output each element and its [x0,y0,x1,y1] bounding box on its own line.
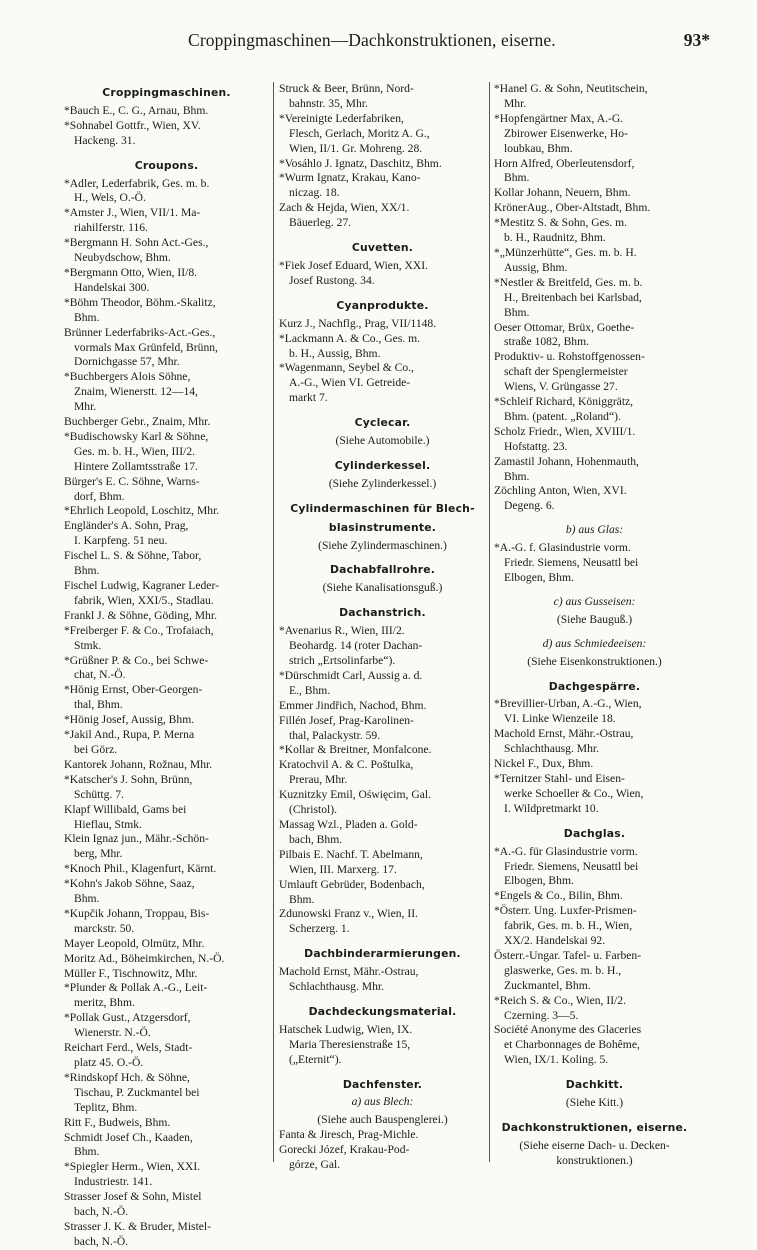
directory-entry: *Österr. Ung. Luxfer-Prismen- [494,904,637,918]
entry-continuation: strich „Ertsolinfarbe“). [289,654,396,667]
section-heading: blasinstrumente. [328,520,437,534]
entry-continuation: Bhm. [504,171,530,185]
section-heading: Dachkitt. [565,1078,624,1092]
entry-continuation: vormals Max Grünfeld, Brünn, [74,340,218,354]
directory-entry: Klapf Willibald, Gams bei [64,802,187,816]
entry-continuation: Wien, III. Marxerg. 17. [289,862,397,876]
directory-entry: *Knoch Phil., Klagenfurt, Kärnt. [64,862,217,876]
directory-entry: Nickel F., Dux, Bhm. [494,757,594,771]
cross-reference: (Siehe Kitt.) [565,1096,624,1110]
directory-entry: Zdunowski Franz v., Wien, II. [279,907,418,921]
entry-continuation: Znaim, Wienerstt. 12—14, [74,385,198,399]
entry-continuation: Bhm. [289,892,315,906]
spacer [494,628,695,634]
entry-continuation: berg, Mhr. [74,847,123,861]
entry-continuation: Maria Theresienstraße 15, [289,1037,411,1051]
spacer [494,817,695,823]
directory-entry: *Nestler & Breitfeld, Ges. m. b. [494,275,643,289]
directory-entry: Engländer's A. Sohn, Prag, [64,519,189,533]
directory-entry: *Amster J., Wien, VII/1. Ma- [64,206,201,220]
entry-continuation: bach, Bhm. [289,832,343,846]
directory-entry: *Engels & Co., Bilin, Bhm. [494,889,623,903]
section-heading: Dachbinderarmierungen. [304,947,461,961]
spacer [494,586,695,592]
directory-entry: *Bauch E., C. G., Arnau, Bhm. [64,103,209,117]
spacer [279,1068,486,1074]
page-number: 93* [683,30,710,50]
cross-reference: (Siehe Zylinderkessel.) [328,476,437,490]
directory-entry: *Wagenmann, Seybel & Co., [279,361,414,375]
entry-continuation: Elbogen, Bhm. [504,874,574,888]
directory-entry: *Böhm Theodor, Böhm.-Skalitz, [64,295,216,309]
directory-entry: Reichart Ferd., Wels, Stadt- [64,1041,193,1055]
directory-entry: Buchberger Gebr., Znaim, Mhr. [64,415,211,429]
entry-continuation: Bhm. [504,469,530,483]
directory-entry: Horn Alfred, Oberleutensdorf, [494,156,635,170]
directory-entry: Österr.-Ungar. Tafel- u. Farben- [494,948,642,962]
directory-entry: *Rindskopf Hch. & Söhne, [64,1070,190,1084]
entry-continuation: H., Wels, O.-Ö. [74,191,146,205]
directory-entry: *Kupčik Johann, Troppau, Bis- [64,906,210,920]
entry-continuation: E., Bhm. [289,683,331,697]
entry-continuation: Wiens, V. Grüngasse 27. [504,380,618,394]
entry-continuation: VI. Linke Wienzeile 18. [504,712,616,726]
entry-continuation: Hofstattg. 23. [504,439,568,453]
entry-continuation: bach, N.-Ö. [74,1205,129,1219]
spacer [279,231,486,237]
entry-continuation: bei Görz. [74,742,118,756]
entry-continuation: Industriestr. 141. [74,1175,153,1189]
column-2 [279,82,486,1173]
directory-entry: Ritt F., Budweis, Bhm. [64,1115,171,1129]
entry-continuation: Bhm. [504,305,530,319]
entry-continuation: b. H., Aussig, Bhm. [289,346,381,360]
directory-entry: Strasser Josef & Sohn, Mistel [64,1190,202,1204]
spacer [279,596,486,602]
directory-entry: Gorecki Józef, Krakau-Pod- [279,1143,410,1157]
spacer [279,449,486,455]
section-heading: Dachfenster. [342,1077,423,1091]
entry-continuation: I. Karpfeng. 51 neu. [74,534,168,548]
directory-entry: Machold Ernst, Mähr.-Ostrau, [279,965,419,979]
section-heading: Cylinderkessel. [334,458,431,472]
entry-continuation: Zbirower Eisenwerke, Ho- [504,126,628,140]
directory-entry: Umlauft Gebrüder, Bodenbach, [279,877,425,891]
section-heading: Dachkonstruktionen, eiserne. [501,1121,688,1134]
section-heading: Dachdeckungsmaterial. [308,1004,457,1018]
directory-entry: Struck & Beer, Brünn, Nord- [279,82,414,95]
entry-continuation: (Christol). [289,803,337,817]
entry-continuation: Tischau, P. Zuckmantel bei [74,1085,200,1099]
directory-entry: Fischel Ludwig, Kagraner Leder- [64,579,219,592]
entry-continuation: Bäuerleg. 27. [289,216,352,230]
column-divider-2 [489,82,490,1162]
entry-continuation: bach, N.-Ö. [74,1234,129,1248]
entry-continuation: Bhm. [74,1145,100,1159]
entry-continuation: marckstr. 50. [74,921,135,935]
cross-reference: (Siehe Zylindermaschinen.) [318,538,447,552]
entry-continuation: Elbogen, Bhm. [504,571,574,584]
directory-entry: Klein Ignaz jun., Mähr.-Schön- [64,832,209,846]
section-heading: Dachanstrich. [339,606,426,620]
entry-continuation: Schlachthausg. Mhr. [504,742,599,756]
entry-continuation: Friedr. Siemens, Neusattl bei [504,859,639,873]
directory-entry: *Ternitzer Stahl- und Eisen- [494,771,625,785]
entry-continuation: loubkau, Bhm. [504,141,573,155]
entry-continuation: thal, Bhm. [74,698,123,712]
directory-entry: *Schleif Richard, Königgrätz, [494,395,634,409]
directory-entry: *Reich S. & Co., Wien, II/2. [494,993,626,1007]
entry-continuation: niczag. 18. [289,186,340,200]
entry-continuation: fabrik, Ges. m. b. H., Wien, [504,919,633,933]
directory-entry: *Jakil And., Rupa, P. Merna [64,728,195,742]
directory-entry: Frankl J. & Söhne, Göding, Mhr. [64,608,217,622]
directory-entry: Strasser J. K. & Bruder, Mistel- [64,1219,212,1233]
directory-entry: *Kohn's Jakob Söhne, Saaz, [64,877,195,891]
entry-continuation: Prerau, Mhr. [289,773,348,787]
entry-continuation: Flesch, Gerlach, Moritz A. G., [289,126,430,140]
directory-entry: *Wurm Ignatz, Krakau, Kano- [279,171,421,185]
section-heading: Cyanprodukte. [336,298,429,312]
directory-entry: *Freiberger F. & Co., Trofaiach, [64,623,214,637]
entry-continuation: bahnstr. 35, Mhr. [289,96,368,110]
spacer [64,149,269,155]
directory-entry: Bürger's E. C. Söhne, Warns- [64,474,200,488]
directory-entry: Fillén Josef, Prag-Karolinen- [279,713,414,727]
directory-entry: Emmer Jindřich, Nachod, Bhm. [279,698,427,712]
entry-continuation: werke Schoeller & Co., Wien, [504,786,644,800]
column-3 [494,82,695,1169]
section-heading: Cyclecar. [354,416,411,430]
directory-entry: Pilbais E. Nachf. T. Abelmann, [279,847,423,861]
section-heading: Dachgespärre. [548,679,641,693]
directory-entry: Machold Ernst, Mähr.-Ostrau, [494,727,634,741]
entry-continuation: górze, Gal. [289,1158,341,1172]
entry-continuation: Friedr. Siemens, Neusattl bei [504,556,639,570]
subsection-heading: b) aus Glas: [565,523,624,537]
directory-entry: *Hopfengärtner Max, A.-G. [494,111,624,125]
section-heading: Dachglas. [563,826,626,840]
directory-entry: *Hönig Ernst, Ober-Georgen- [64,683,203,697]
cross-reference: (Siehe auch Bauspenglerei.) [317,1113,448,1127]
directory-entry: *Bergmann Otto, Wien, II/8. [64,265,198,279]
directory-entry: *Hönig Josef, Aussig, Bhm. [64,713,195,727]
directory-entry: *Vosáhlo J. Ignatz, Daschitz, Bhm. [279,156,442,170]
entry-continuation: glaswerke, Ges. m. b. H., [504,963,622,977]
entry-continuation: Bhm. [74,564,100,578]
directory-entry: *Buchbergers Alois Söhne, [64,370,191,384]
directory-entry: Brünner Lederfabriks-Act.-Ges., [64,325,216,339]
spacer [279,937,486,943]
entry-continuation: Beohardg. 14 (roter Dachan- [289,639,423,653]
directory-entry: *Mestitz S. & Sohn, Ges. m. [494,216,628,230]
directory-entry: Fischel L. S. & Söhne, Tabor, [64,549,202,563]
directory-entry: Zamastil Johann, Hohenmauth, [494,454,639,468]
spacer [494,1068,695,1074]
directory-entry: *„Münzerhütte“, Ges. m. b. H. [494,245,637,259]
directory-entry: *Ehrlich Leopold, Loschitz, Mhr. [64,504,220,518]
directory-entry: *Bergmann H. Sohn Act.-Ges., [64,236,209,250]
spacer [279,492,486,498]
directory-entry: *Fiek Josef Eduard, Wien, XXI. [279,258,429,272]
entry-continuation: Mhr. [504,96,527,110]
entry-continuation: Degeng. 6. [504,499,555,513]
entry-continuation: Mhr. [74,400,97,414]
entry-continuation: riahilferstr. 116. [74,221,148,235]
directory-entry: *Hanel G. & Sohn, Neutitschein, [494,82,648,95]
entry-continuation: fabrik, Wien, XXI/5., Stadlau. [74,593,214,607]
subsection-heading: a) aus Blech: [351,1095,414,1109]
entry-continuation: Stmk. [74,638,102,652]
entry-continuation: Bhm. [74,310,100,324]
entry-continuation: Hackeng. 31. [74,133,136,147]
directory-entry: Kollar Johann, Neuern, Bhm. [494,186,631,200]
entry-continuation: Wienerstr. N.-Ö. [74,1026,151,1040]
directory-entry: *A.-G. f. Glasindustrie vorm. [494,541,631,555]
section-heading: Cuvetten. [351,241,414,255]
section-heading: Croppingmaschinen. [102,86,231,99]
cross-reference: (Siehe Eisenkonstruktionen.) [527,654,662,668]
entry-continuation: Zuckmantel, Bhm. [504,978,591,992]
directory-entry: *Plunder & Pollak A.-G., Leit- [64,981,208,995]
entry-continuation: chat, N.-Ö. [74,668,126,682]
entry-continuation: Wien, IX/1. Koling. 5. [504,1053,609,1067]
subsection-heading: c) aus Gusseisen: [553,594,636,608]
directory-entry: *Avenarius R., Wien, III/2. [279,624,405,638]
directory-entry: Kurz J., Nachflg., Prag, VII/1148. [279,316,437,330]
entry-continuation: thal, Palackystr. 59. [289,728,381,742]
directory-entry: Massag Wzl., Pladen a. Gold- [279,817,418,831]
section-heading: Dachabfallrohre. [329,563,436,577]
entry-continuation: Josef Rustong. 34. [289,273,375,287]
entry-continuation: H., Breitenbach bei Karlsbad, [504,290,642,304]
entry-continuation: Bhm. [74,892,100,906]
directory-entry: *Kollar & Breitner, Monfalcone. [279,743,432,757]
spacer [279,406,486,412]
subsection-heading: d) aus Schmiedeeisen: [542,636,647,650]
directory-entry: *Dürschmidt Carl, Aussig a. d. [279,668,423,682]
directory-entry: Kuznitzky Emil, Oświęcim, Gal. [279,788,431,802]
cross-reference: (Siehe Bauguß.) [556,612,633,626]
directory-entry: Moritz Ad., Böheimkirchen, N.-Ö. [64,951,225,965]
cross-reference: konstruktionen.) [556,1153,633,1167]
entry-continuation: Hieflau, Stmk. [74,817,142,831]
entry-continuation: Dornichgasse 57, Mhr. [74,355,180,369]
directory-entry: KrönerAug., Ober-Altstadt, Bhm. [494,201,651,215]
entry-continuation: Czerning. 3—5. [504,1008,579,1022]
entry-continuation: meritz, Bhm. [74,996,135,1010]
entry-continuation: b. H., Raudnitz, Bhm. [504,231,606,245]
directory-entry: Scholz Friedr., Wien, XVIII/1. [494,424,636,438]
directory-entry: *Spiegler Herm., Wien, XXI. [64,1160,201,1174]
entry-continuation: markt 7. [289,391,328,405]
directory-entry: Mayer Leopold, Olmütz, Mhr. [64,936,205,950]
directory-entry: Hatschek Ludwig, Wien, IX. [279,1022,413,1036]
entry-continuation: platz 45. O.-Ö. [74,1056,144,1069]
directory-entry: *Vereinigte Lederfabriken, [279,111,404,125]
spacer [279,553,486,559]
cross-reference: (Siehe Automobile.) [335,434,430,448]
directory-entry: Société Anonyme des Glaceries [494,1023,642,1037]
spacer [279,289,486,295]
directory-entry: *Lackmann A. & Co., Ges. m. [279,331,421,345]
entry-continuation: et Charbonnages de Bohême, [504,1038,640,1052]
entry-continuation: Ges. m. b. H., Wien, III/2. [74,444,196,458]
directory-entry: *Adler, Lederfabrik, Ges. m. b. [64,176,210,190]
directory-entry: *A.-G. für Glasindustrie vorm. [494,844,638,858]
column-1 [64,82,269,1250]
entry-continuation: („Eternit“). [289,1052,342,1066]
entry-continuation: Neubydschow, Bhm. [74,251,171,265]
entry-continuation: Handelskai 300. [74,280,150,294]
entry-continuation: Wien, II/1. Gr. Mohreng. 28. [289,141,423,155]
spacer [494,1111,695,1117]
column-divider-1 [273,82,274,1162]
entry-continuation: straße 1082, Bhm. [504,335,590,349]
cross-reference: (Siehe eiserne Dach- u. Decken- [519,1138,670,1152]
entry-continuation: Scherzerg. 1. [289,922,350,936]
spacer [494,514,695,520]
spacer [494,670,695,676]
entry-continuation: XX/2. Handelskai 92. [504,934,606,948]
entry-continuation: Teplitz, Bhm. [74,1100,138,1114]
directory-entry: *Pollak Gust., Atzgersdorf, [64,1011,191,1025]
directory-entry: Zach & Hejda, Wien, XX/1. [279,201,410,215]
directory-entry: Oeser Ottomar, Brüx, Goethe- [494,320,635,334]
directory-entry: Fanta & Jiresch, Prag-Michle. [279,1128,419,1142]
directory-entry: Produktiv- u. Rohstoffgenossen- [494,350,645,364]
page-title: Croppingmaschinen—Dachkonstruktionen, eiserne. [188,30,556,50]
directory-entry: *Sohnabel Gottfr., Wien, XV. [64,118,201,132]
directory-entry: *Brevillier-Urban, A.-G., Wien, [494,697,642,711]
entry-continuation: Aussig, Bhm. [504,260,568,274]
entry-continuation: Bhm. (patent. „Roland“). [504,409,621,423]
directory-entry: *Budischowsky Karl & Söhne, [64,429,209,443]
directory-entry: *Katscher's J. Sohn, Brünn, [64,772,193,786]
spacer [279,995,486,1001]
page-header [60,30,710,56]
directory-entry: Kratochvil A. & C. Poštulka, [279,758,414,772]
directory-entry: Kantorek Johann, Rožnau, Mhr. [64,757,213,771]
directory-entry: Müller F., Tischnowitz, Mhr. [64,966,198,980]
section-heading: Cylindermaschinen für Blech- [290,501,475,515]
entry-continuation: A.-G., Wien VI. Getreide- [289,376,411,390]
entry-continuation: Schlachthausg. Mhr. [289,980,384,994]
cross-reference: (Siehe Kanalisationsguß.) [322,581,443,595]
entry-continuation: Schüttg. 7. [74,787,124,801]
directory-entry: Schmidt Josef Ch., Kaaden, [64,1130,193,1144]
entry-continuation: dorf, Bhm. [74,489,125,503]
directory-entry: *Grüßner P. & Co., bei Schwe- [64,653,209,667]
directory-entry: Zöchling Anton, Wien, XVI. [494,484,627,498]
entry-continuation: Hintere Zollamtsstraße 17. [74,459,198,473]
entry-continuation: I. Wildpretmarkt 10. [504,801,599,815]
section-heading: Croupons. [134,158,199,172]
entry-continuation: schaft der Spenglermeister [504,365,628,379]
